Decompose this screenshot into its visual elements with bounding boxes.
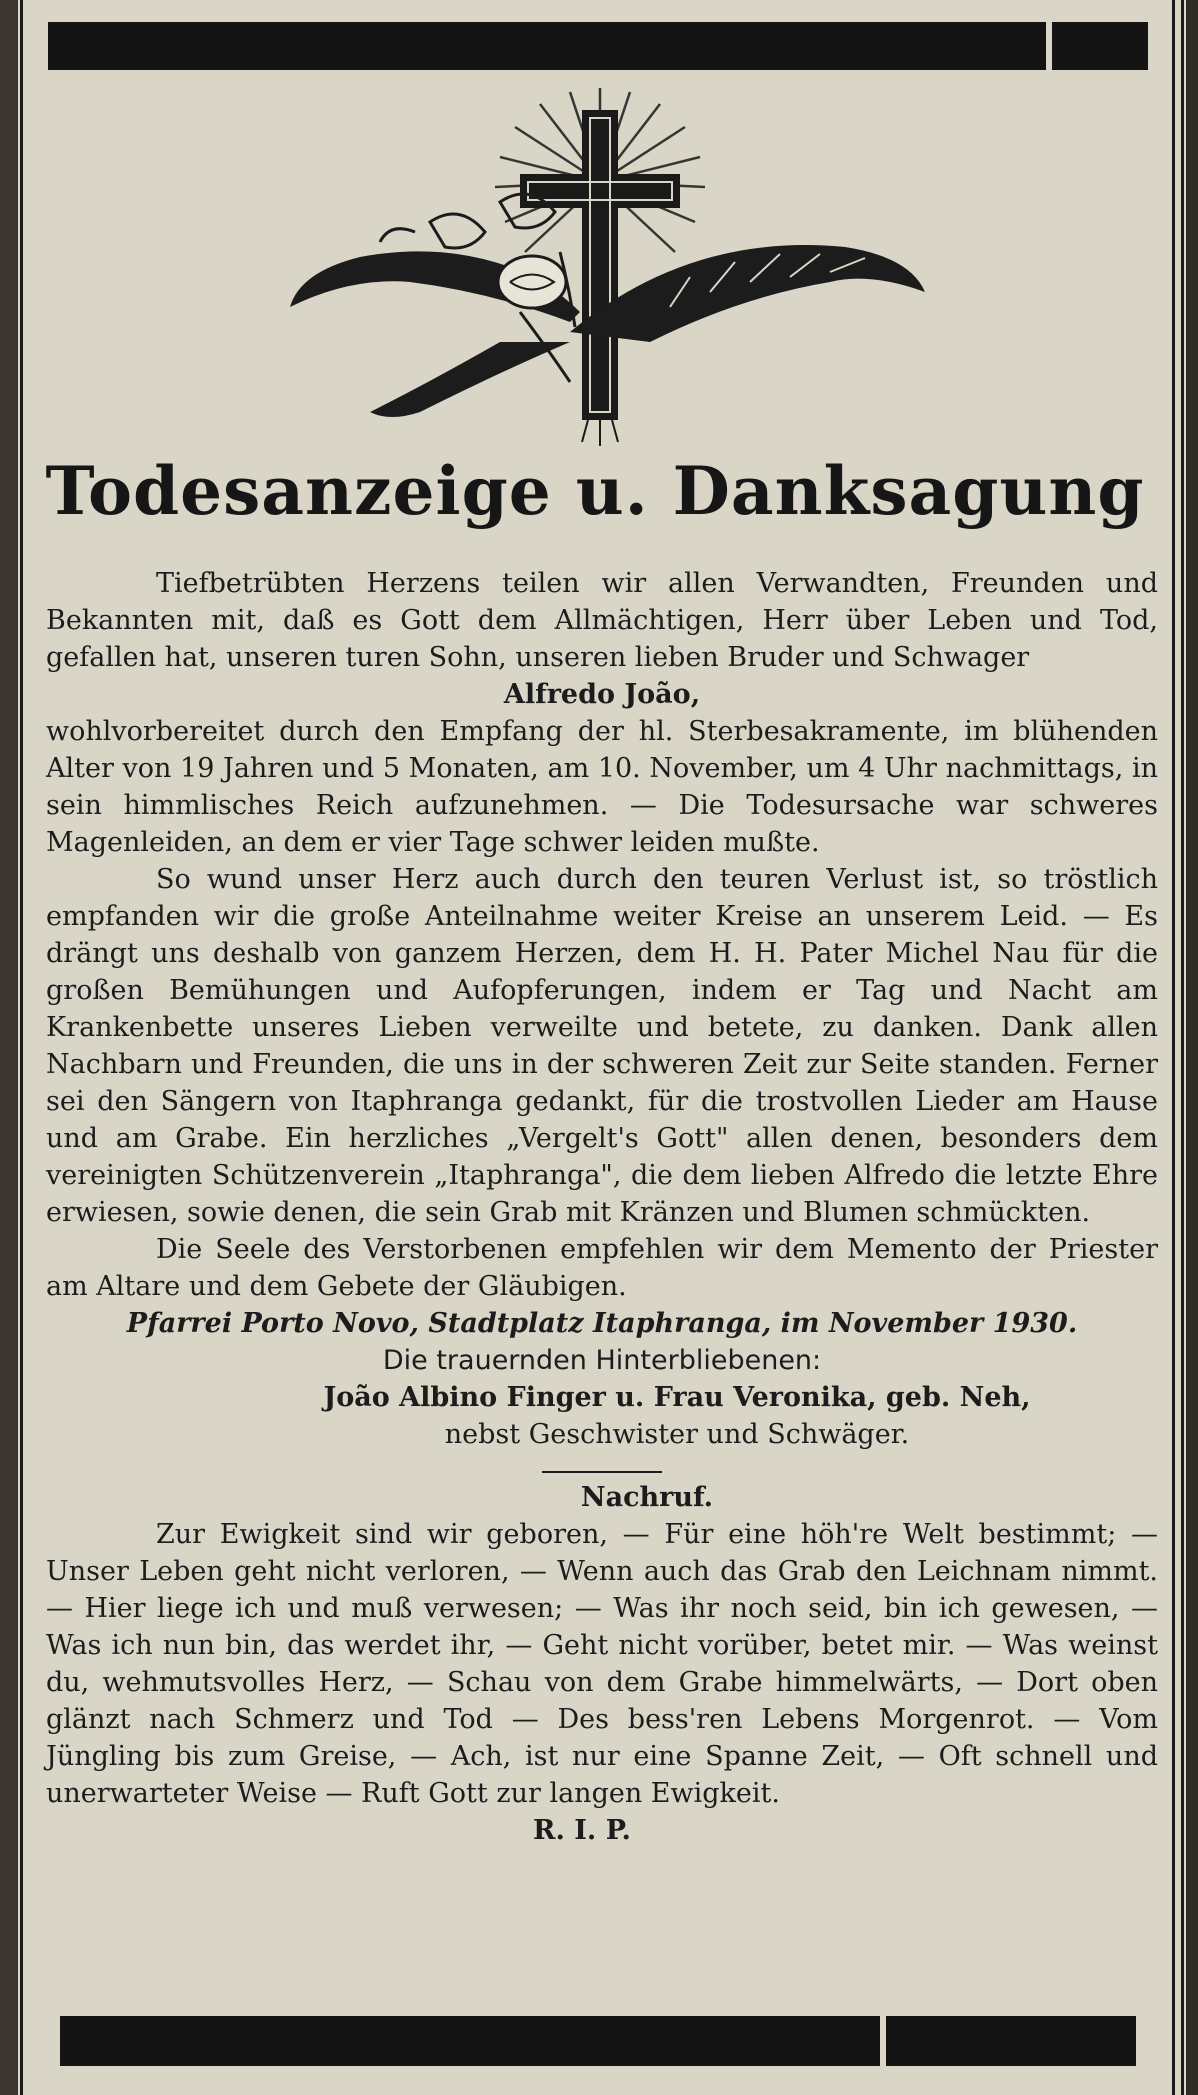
top-black-border — [48, 22, 1046, 70]
bottom-black-border — [60, 2016, 880, 2066]
cross-with-palm-and-lily-icon — [270, 82, 930, 452]
rip-line: R. I. P. — [533, 1815, 631, 1846]
notice-body — [46, 565, 1158, 1849]
place-date-line: Pfarrei Porto Novo, Stadtplatz Itaphranga, im November 1930. — [126, 1308, 1078, 1339]
column-rule-right — [1181, 0, 1184, 2095]
deceased-name: Alfredo João, — [503, 679, 701, 710]
prayer-paragraph: Die Seele des Verstorbenen empfehlen wir dem Memento der Priester am Altare und dem Gebete der Gläubigen. — [46, 1234, 1158, 1302]
bottom-black-border-end — [886, 2016, 1136, 2066]
top-black-border-end — [1052, 22, 1148, 70]
column-rule-right-inner — [1172, 0, 1175, 2095]
section-divider — [542, 1471, 662, 1473]
column-rule-left — [20, 0, 23, 2095]
announcement-paragraph: Tiefbetrübten Herzens teilen wir allen Verwandten, Freunden und Bekannten mit, daß es Gott dem Allmächtigen, Herr über Leben und Tod, gefallen hat, unseren turen Sohn, unseren lieben Bruder und Schwager — [46, 568, 1158, 673]
nachruf-poem: Zur Ewigkeit sind wir geboren, — Für eine höh're Welt bestimmt; — Unser Leben geht nicht verloren, — Wenn auch das Grab den Leichnam nimmt. — Hier liege ich und muß verwesen; — Was ihr noch seid, bin ich gewesen, — Was ich nun bin, das werdet ihr, — Geht nicht vorüber, betet mir. — Was weinst du, wehmutsvolles Herz, — Schau von dem Grabe himmelwärts, — Dort oben glänzt nach Schmerz und Tod — Des bess'ren Lebens Morgenrot. — Vom Jüngling bis zum Greise, — Ach, ist nur eine Spanne Zeit, — Oft schnell und unerwarteter Weise — Ruft Gott zur langen Ewigkeit. — [46, 1519, 1158, 1809]
signers-line-2: nebst Geschwister und Schwäger. — [444, 1419, 910, 1450]
thanks-paragraph: So wund unser Herz auch durch den teuren Verlust ist, so tröstlich empfanden wir die große Anteilnahme weiter Kreise an unserem Leid. — Es drängt uns deshalb von ganzem Herzen, dem H. H. Pater Michel Nau für die großen Bemühungen und Aufopferungen, indem er Tag und Nacht am Krankenbette unseres Lieben verweilte und betete, zu danken. Dank allen Nachbarn und Freunden, die uns in der schweren Zeit zur Seite standen. Ferner sei den Sängern von Itaphranga gedankt, für die trostvollen Lieder am Hause und am Grabe. Ein herzliches „Vergelt's Gott" allen denen, besonders dem vereinigten Schützenverein „Itaphranga", die dem lieben Alfredo die letzte Ehre erwiesen, sowie denen, die sein Grab mit Kränzen und Blumen schmückten. — [46, 864, 1158, 1228]
page-title: Todesanzeige u. Danksagung — [45, 452, 1145, 530]
mourners-label: Die trauernden Hinterbliebenen: — [382, 1345, 822, 1376]
page-edge-left — [0, 0, 18, 2095]
page-edge-right — [1186, 0, 1198, 2095]
nachruf-heading: Nachruf. — [580, 1482, 714, 1513]
signers-line-1: João Albino Finger u. Frau Veronika, geb. Neh, — [323, 1382, 1031, 1413]
death-details-paragraph: wohlvorbereitet durch den Empfang der hl. Sterbesakramente, im blühenden Alter von 19 Jahren und 5 Monaten, am 10. November, um 4 Uhr nachmittags, in sein himmlisches Reich aufzunehmen. — Die Todesursache war schweres Magenleiden, an dem er vier Tage schwer leiden mußte. — [46, 716, 1158, 858]
